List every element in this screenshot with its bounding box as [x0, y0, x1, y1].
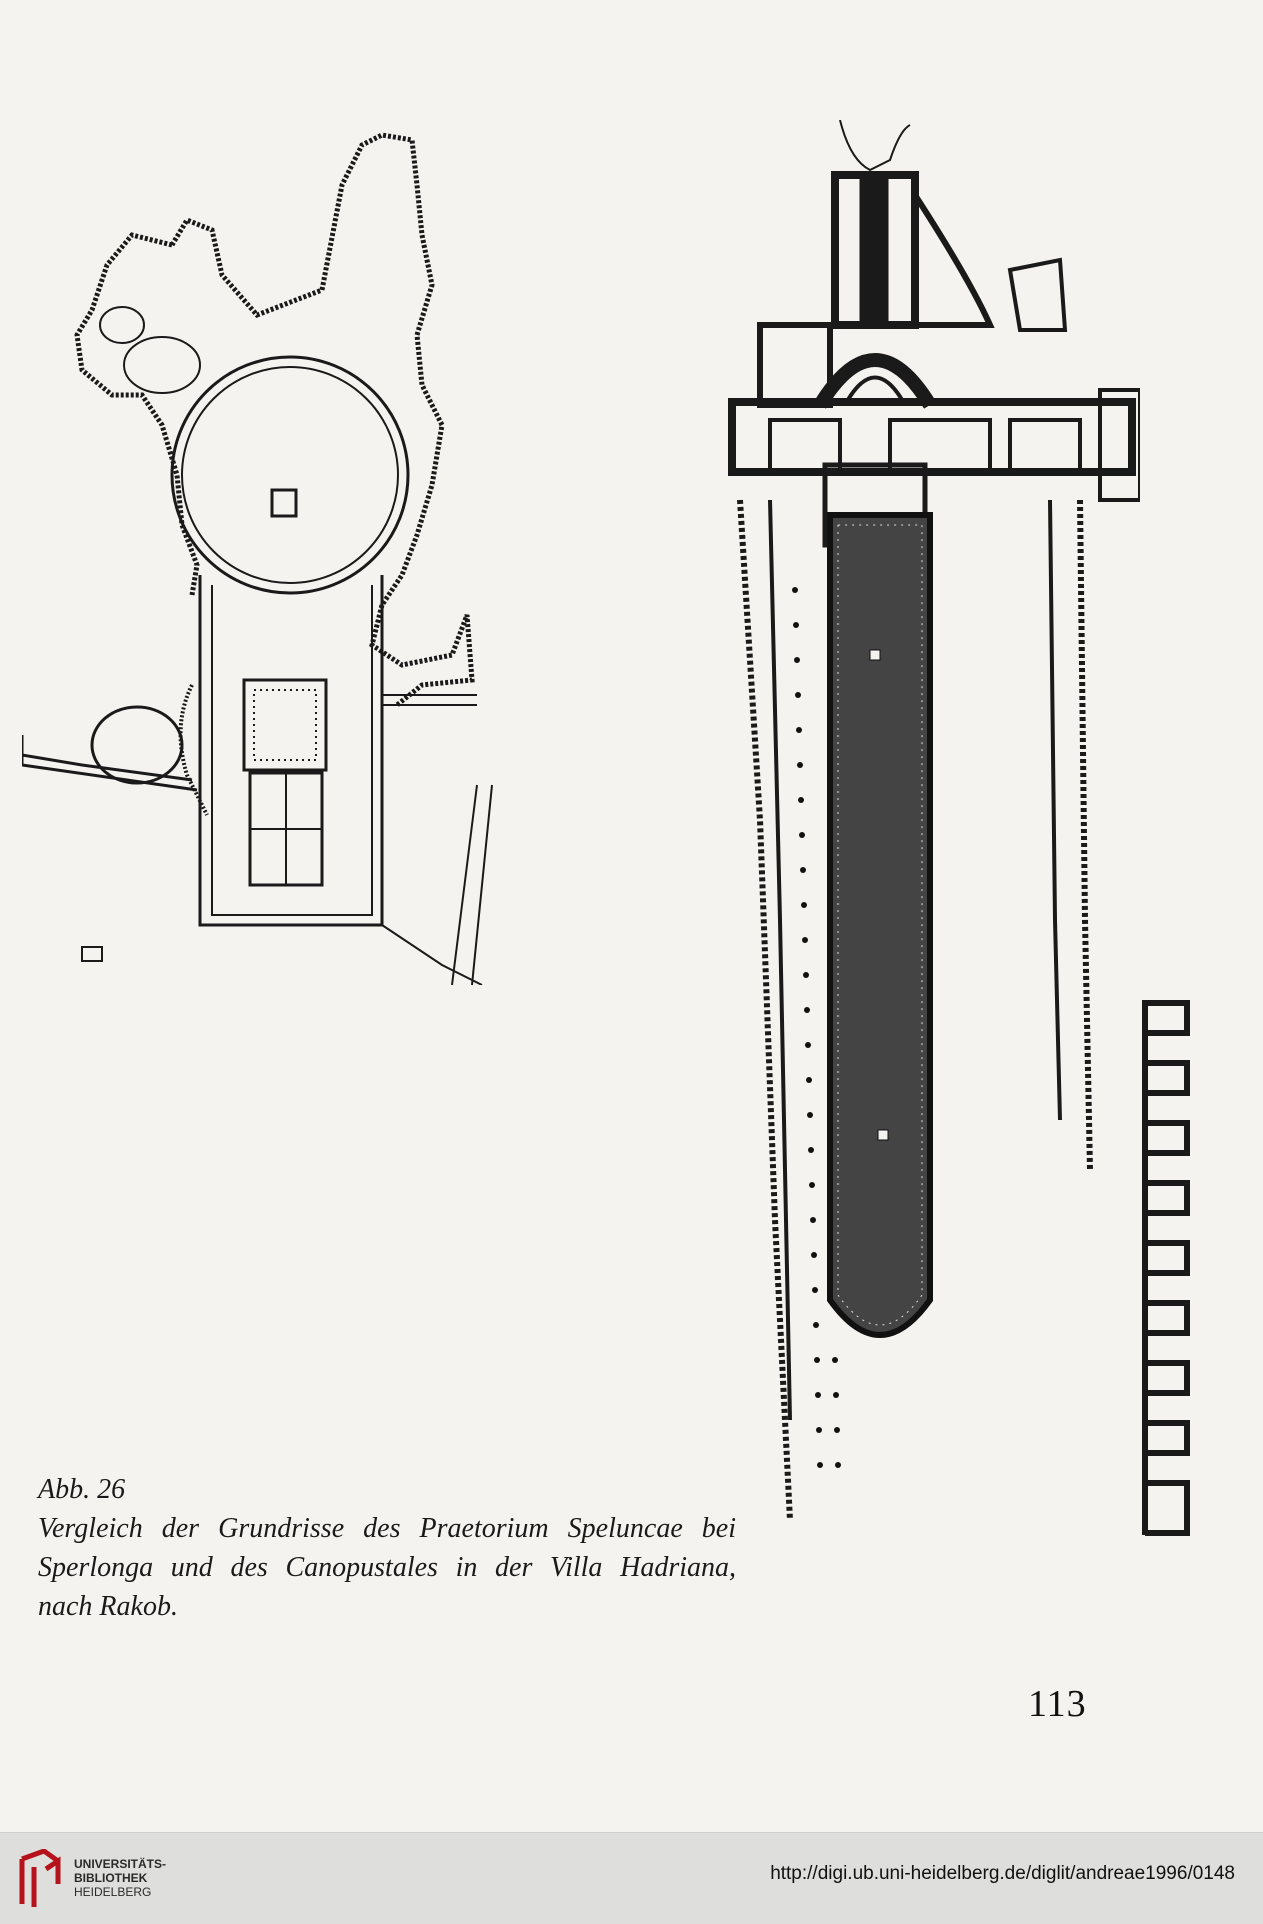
library-logo-icon [14, 1849, 64, 1909]
scale-bar-icon [1135, 995, 1205, 1540]
caption-line: Vergleich der Grundrisse des Praetorium Speluncae bei [38, 1513, 736, 1544]
footer-bar [0, 1832, 1263, 1924]
plan-canopus-icon [720, 120, 1140, 1540]
plan-sperlonga-icon [22, 125, 582, 985]
caption-line: nach Rakob. [38, 1591, 178, 1622]
figure-caption [38, 1470, 738, 1626]
source-url-link[interactable]: http://digi.ub.uni-heidelberg.de/diglit/andreae1996/0148 [770, 1863, 1235, 1884]
caption-line: Sperlonga und des Canopustales in der Villa Hadriana, [38, 1552, 736, 1583]
institution-line: HEIDELBERG [74, 1885, 152, 1899]
institution-line: UNIVERSITÄTS- [74, 1857, 167, 1871]
canal-basin [830, 515, 930, 1335]
institution-line: BIBLIOTHEK [74, 1871, 148, 1885]
page-number: 113 [1028, 1683, 1087, 1725]
institution-name [74, 1857, 166, 1899]
figure-label: Abb. 26 [38, 1474, 126, 1505]
